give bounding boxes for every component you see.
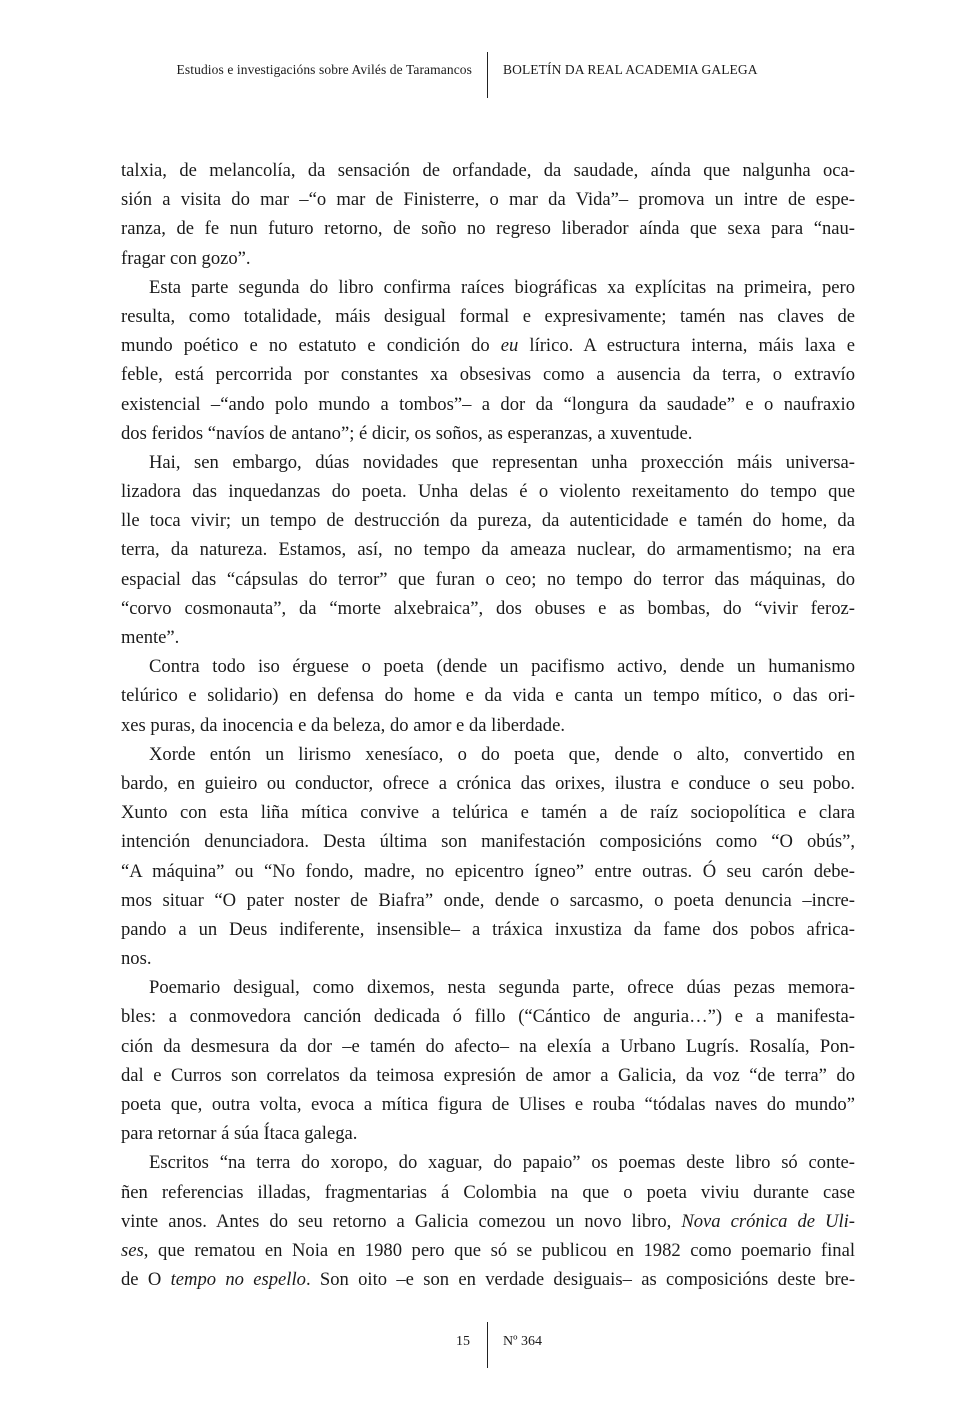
paragraph	[121, 273, 855, 448]
italic-title: eu	[500, 335, 519, 357]
text-line: Escritos “na terra do xoropo, do xaguar, do papaio” os poemas deste libro só conte-	[149, 1152, 855, 1174]
text-line: ranza, de fe nun futuro retorno, de soño no regreso liberador aínda que sexa para “nau-	[121, 218, 855, 240]
text-line: existencial –“ando polo mundo a tombos”– a dor da “longura da saudade” e o naufraxio	[121, 393, 855, 415]
text-segment: . Son oito –e son en verdade desiguais– as composicións deste bre-	[305, 1269, 855, 1291]
text-line: mente”.	[121, 627, 180, 648]
text-line: para retornar á súa Ítaca galega.	[121, 1123, 358, 1145]
text-line	[121, 1236, 855, 1265]
text-line: dos feridos “navíos de antano”; é dicir, os soños, as esperanzas, a xuventude.	[121, 422, 693, 444]
text-line: resulta, como totalidade, máis desigual formal e expresivamente; tamén nas claves de	[121, 305, 855, 327]
text-line: intención denunciadora. Desta última son manifestación composicións como “O obús”,	[121, 831, 855, 853]
text-line: Esta parte segunda do libro confirma raíces biográficas xa explícitas na primeira, pero	[149, 276, 855, 298]
text-segment: de O	[121, 1269, 171, 1291]
footer-divider	[487, 1322, 488, 1368]
text-line: terra, da natureza. Estamos, así, no tempo da ameaza nuclear, do armamentismo; na era	[121, 539, 855, 561]
paragraph	[121, 1148, 855, 1294]
text-line: dal e Curros son correlatos da teimosa expresión de amor a Galicia, da voz “de terra” do	[121, 1064, 855, 1086]
header-journal-title: BOLETÍN DA REAL ACADEMIA GALEGA	[503, 62, 758, 77]
text-line: sión a visita do mar –“o mar de Finisterre, o mar da Vida”– promova un intre de espe-	[121, 189, 855, 211]
text-line: “A máquina” ou “No fondo, madre, no epicentro ígneo” entre outras. Ó seu carón debe-	[121, 860, 855, 882]
text-line: Xunto con esta liña mítica convive a telúrica e tamén a de raíz sociopolítica e clara	[121, 802, 855, 824]
text-line: bles: a conmovedora canción dedicada ó fillo (“Cántico de anguria…”) e a manifesta-	[121, 1006, 855, 1028]
header-divider	[487, 52, 488, 98]
text-line: espacial das “cápsulas do terror” que furan o ceo; no tempo do terror das máquinas, do	[121, 568, 855, 590]
text-line: lizadora das inquedanzas do poeta. Unha delas é o violento rexeitamento do tempo que	[121, 481, 855, 503]
paragraph	[121, 448, 855, 652]
text-line: nos.	[121, 948, 152, 970]
text-line: Hai, sen embargo, dúas novidades que representan unha proxección máis universa-	[149, 451, 855, 473]
text-line: ción da desmesura da dor –e tamén do afecto– na elexía a Urbano Lugrís. Rosalía, Pon-	[121, 1035, 855, 1057]
text-line: lle toca vivir; un tempo de destrucción da pureza, da autenticidade e tamén do home, da	[121, 510, 855, 532]
text-line: xes puras, da inocencia e da beleza, do amor e da liberdade.	[121, 714, 565, 736]
text-segment: vinte anos. Antes do seu retorno a Galicia comezou un novo libro,	[121, 1210, 682, 1232]
text-line: Poemario desigual, como dixemos, nesta segunda parte, ofrece dúas pezas memora-	[149, 977, 855, 999]
text-line: telúrico e solidario) en defensa do home e da vida e canta un tempo mítico, o das ori-	[121, 685, 855, 707]
text-line	[121, 1265, 855, 1294]
italic-title: Nova crónica de Uli-	[681, 1210, 855, 1232]
text-line: pando a un Deus indiferente, insensible– a tráxica inxustiza da fame dos pobos africa-	[121, 918, 855, 940]
text-segment: mundo poético e no estatuto e condición do	[121, 335, 501, 357]
text-line: “corvo cosmonauta”, da “morte alxebraica”, dos obuses e as bombas, do “vivir feroz-	[121, 597, 855, 619]
header-article-title: Estudios e investigacións sobre Avilés de Taramancos	[176, 62, 472, 77]
text-line: fragar con gozo”.	[121, 247, 251, 269]
italic-title: tempo no espello	[170, 1269, 306, 1291]
text-line: mos situar “O pater noster de Biafra” onde, dende o sarcasmo, o poeta denuncia –incre-	[121, 889, 855, 911]
issue-number: Nº 364	[503, 1334, 542, 1349]
text-line: feble, está percorrida por constantes xa obsesivas como a ausencia da terra, o extravío	[121, 364, 855, 386]
text-line: Xorde entón un lirismo xenesíaco, o do poeta que, dende o alto, convertido en	[149, 743, 855, 765]
text-line: talxia, de melancolía, da sensación de orfandade, da saudade, aínda que nalgunha oca-	[121, 160, 855, 181]
text-line	[121, 1207, 855, 1236]
text-line	[121, 331, 855, 360]
paragraph	[121, 740, 855, 974]
text-segment: lírico. A estructura interna, máis laxa e	[518, 335, 855, 357]
paragraph	[121, 652, 855, 740]
text-line: poeta que, outra volta, evoca a mítica figura de Ulises e rouba “tódalas naves do mundo”	[121, 1094, 855, 1115]
italic-title: ses	[121, 1239, 144, 1261]
body-text	[121, 156, 855, 1294]
page-number: 15	[456, 1334, 470, 1349]
paragraph	[121, 156, 855, 273]
text-line: bardo, en guieiro ou conductor, ofrece a crónica das orixes, ilustra e conduce o seu pobo.	[121, 772, 855, 794]
text-line: ñen referencias illadas, fragmentarias á Colombia na que o poeta viviu durante case	[121, 1181, 855, 1203]
text-segment: , que rematou en Noia en 1980 pero que só se publicou en 1982 como poemario final	[143, 1239, 855, 1261]
paragraph	[121, 973, 855, 1148]
text-line: Contra todo iso érguese o poeta (dende un pacifismo activo, dende un humanismo	[149, 656, 855, 678]
